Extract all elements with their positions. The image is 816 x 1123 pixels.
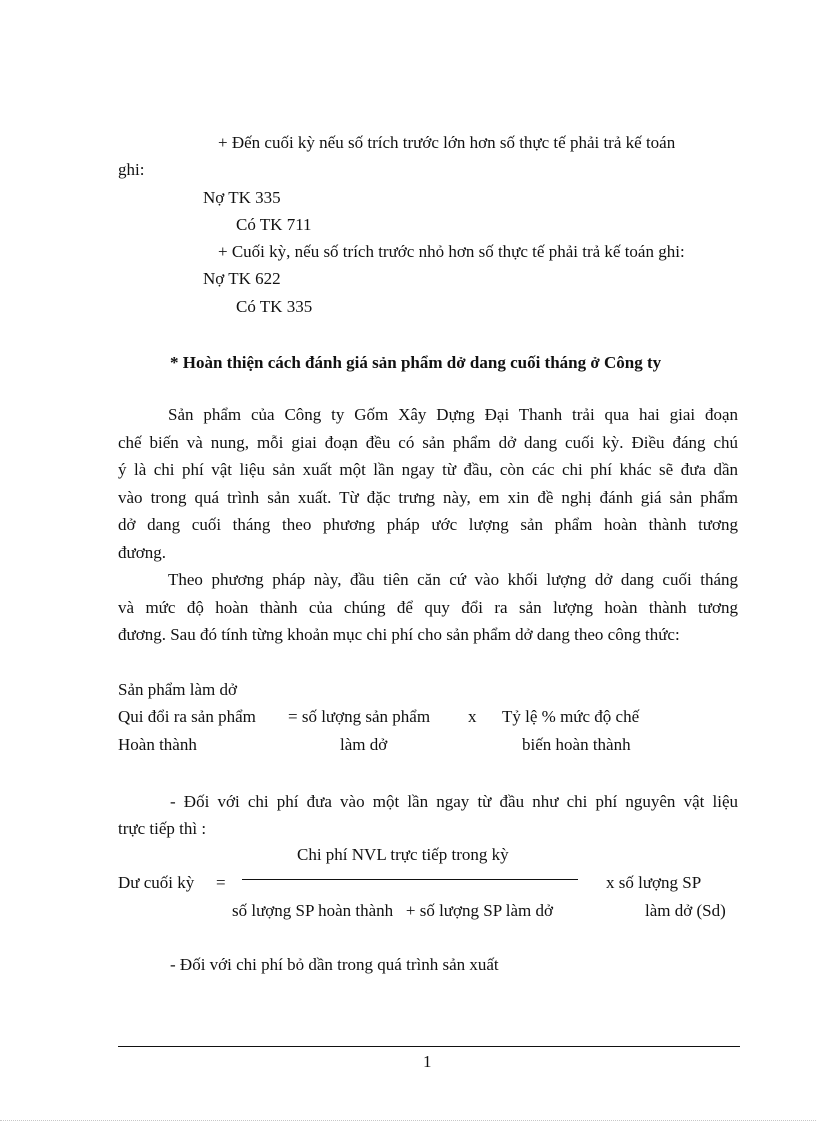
formula1-lhs-line3: Hoàn thành [118,735,197,754]
footer-rule [118,1046,740,1047]
formula1-times-sign: x [468,707,477,726]
formula2-denominator: số lượng SP hoàn thành + số lượng SP làm dở [232,901,554,920]
paragraph-line: Theo phương pháp này, đầu tiên căn cứ vào khối lượng dở dang cuối tháng [168,570,738,589]
paragraph-line: vào trong quá trình sản xuất. Từ đặc trưng này, em xin đề nghị đánh giá sản phẩm [118,488,738,507]
paragraph-line: chế biến và nung, mỗi giai đoạn đều có sản phẩm dở dang cuối kỳ. Điều đáng chú [118,433,738,452]
formula1-lhs-line1: Sản phẩm làm dở [118,680,237,699]
entry-case2-credit: Có TK 335 [236,297,313,316]
entry-case2-debit: Nợ TK 622 [203,269,281,288]
entry-case1-debit: Nợ TK 335 [203,188,281,207]
case-direct-line2: trực tiếp thì : [118,819,207,838]
paragraph-line: đương. Sau đó tính từng khoản mục chi phí cho sản phẩm dở dang theo công thức: [118,625,680,644]
case-direct-line1: - Đối với chi phí đưa vào một lần ngay từ đầu như chi phí nguyên vật liệu [170,792,738,811]
entry-case1-line1: + Đến cuối kỳ nếu số trích trước lớn hơn số thực tế phải trả kế toán [218,133,676,152]
formula2-numerator: Chi phí NVL trực tiếp trong kỳ [297,845,509,864]
formula1-lhs-line2: Qui đổi ra sản phẩm [118,707,256,726]
entry-case1-credit: Có TK 711 [236,215,312,234]
formula2-equals-sign: = [216,873,226,892]
paragraph-line: dở dang cuối tháng theo phương pháp ước lượng sản phẩm hoàn thành tương [118,515,738,534]
case-gradual-line1: - Đối với chi phí bỏ dần trong quá trình sản xuất [170,955,499,974]
formula1-rate-term-line2: biến hoàn thành [522,735,631,754]
formula2-lhs: Dư cuối kỳ [118,873,195,892]
formula1-rate-term: Tỷ lệ % mức độ chế [502,707,640,726]
formula1-quantity-term-line2: làm dở [340,735,388,754]
formula2-fraction-bar [242,879,578,880]
paragraph-line: ý là chi phí vật liệu sản xuất một lần ngay từ đầu, còn các chi phí khác sẽ đưa dần [118,460,738,479]
formula2-multiplier: x số lượng SP [606,873,702,892]
formula2-multiplier-line2: làm dở (Sd) [645,901,726,920]
entry-case1-line2: ghi: [118,160,145,179]
page-bottom-edge [0,1120,816,1121]
paragraph-line: Sản phẩm của Công ty Gốm Xây Dựng Đại Thanh trải qua hai giai đoạn [168,405,738,424]
paragraph-line: và mức độ hoàn thành của chúng để quy đổi ra sản lượng hoàn thành tương [118,598,738,617]
section-heading: * Hoàn thiện cách đánh giá sản phẩm dở dang cuối tháng ở Công ty [170,353,662,372]
formula1-quantity-term: = số lượng sản phẩm [288,707,431,726]
entry-case2-line1: + Cuối kỳ, nếu số trích trước nhỏ hơn số thực tế phải trả kế toán ghi: [218,242,685,261]
page-number: 1 [423,1052,432,1071]
paragraph-line: đương. [118,543,166,562]
